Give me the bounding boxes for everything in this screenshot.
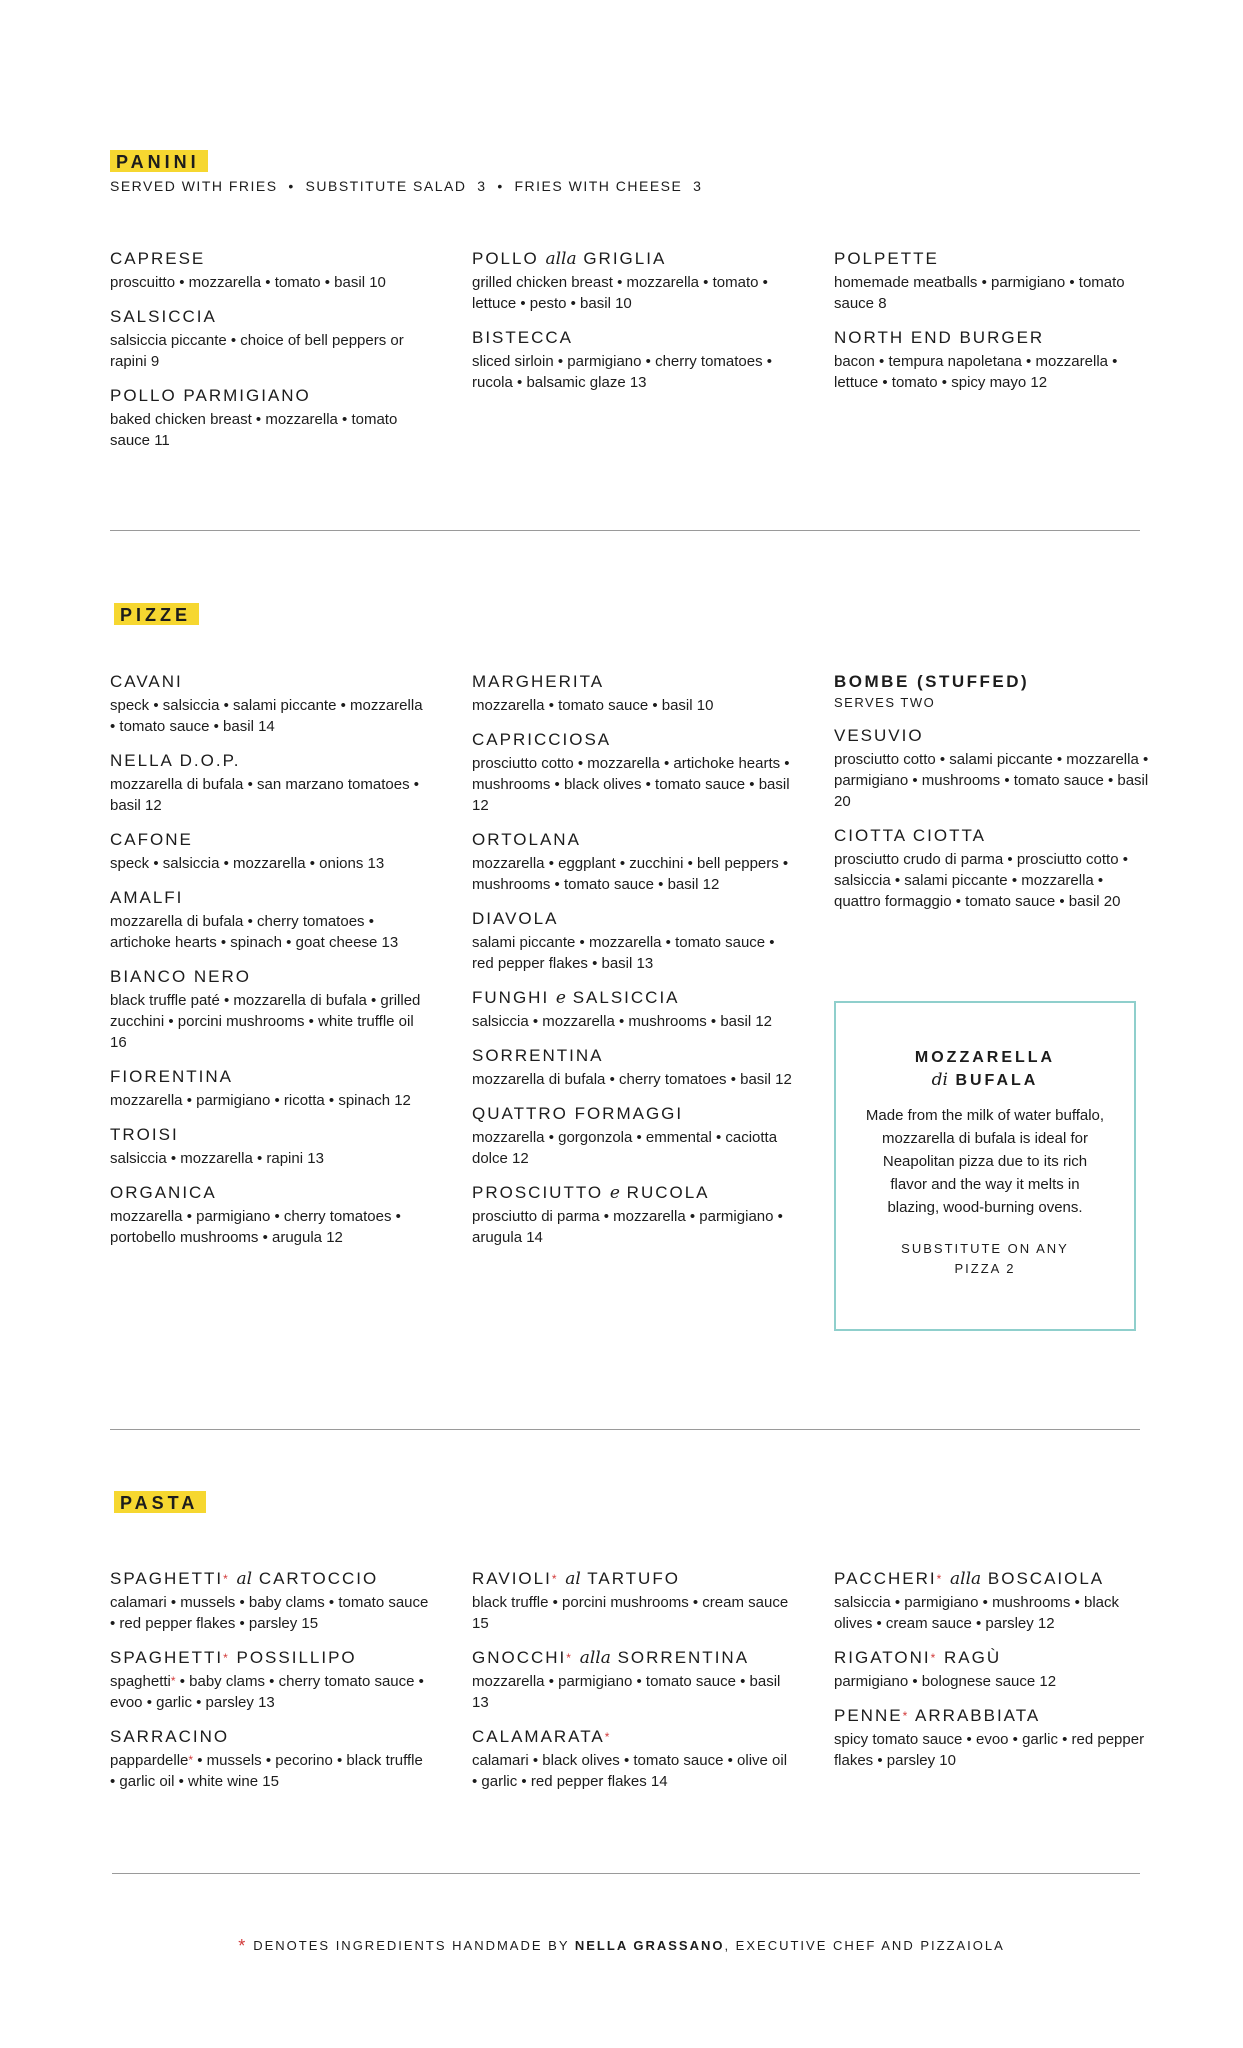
panini-col-2 (472, 247, 792, 405)
menu-item: CAFONE speck • salsiccia • mozzarella • onions 13 (110, 830, 385, 872)
menu-item: BIANCO NERO black truffle paté • mozzarella di bufala • grilled zucchini • porcini mushrooms • white truffle oil 16 (110, 967, 421, 1051)
menu-item: DIAVOLA salami piccante • mozzarella • tomato sauce • red pepper flakes • basil 13 (472, 909, 775, 972)
panini-col-3 (834, 247, 1154, 405)
menu-item: ORTOLANA mozzarella • eggplant • zucchini • bell peppers • mushrooms • tomato sauce • basil 12 (472, 830, 789, 893)
section-divider (110, 530, 1140, 531)
menu-item: POLLO alla GRIGLIA grilled chicken breast • mozzarella • tomato • lettuce • pesto • basil 10 (472, 249, 768, 312)
menu-item: CALAMARATA* calamari • black olives • tomato sauce • olive oil • garlic • red pepper flakes 14 (472, 1727, 788, 1790)
footer-note: * DENOTES INGREDIENTS HANDMADE BY NELLA GRASSANO, EXECUTIVE CHEF AND PIZZAIOLA (238, 1936, 1005, 1956)
pizze-col-1 (110, 670, 430, 1260)
menu-item: PACCHERI* alla BOSCAIOLA salsiccia • parmigiano • mushrooms • black olives • cream sauce • parsley 12 (834, 1569, 1120, 1632)
asterisk-icon: * (551, 1572, 559, 1586)
menu-item: RAVIOLI* al TARTUFO black truffle • porcini mushrooms • cream sauce 15 (472, 1569, 789, 1632)
menu-item: MARGHERITA mozzarella • tomato sauce • basil 10 (472, 672, 714, 714)
menu-item: PROSCIUTTO e RUCOLA prosciutto di parma • mozzarella • parmigiano • arugula 14 (472, 1183, 783, 1246)
asterisk-icon: * (223, 1572, 230, 1586)
section-divider (112, 1873, 1140, 1874)
panini-col-1 (110, 247, 430, 463)
pasta-heading: PASTA (114, 1491, 206, 1514)
menu-item: RIGATONI* RAGÙ parmigiano • bolognese sauce 12 (834, 1648, 1057, 1690)
asterisk-icon: * (936, 1572, 944, 1586)
box-substitute: SUBSTITUTE ON ANY PIZZA 2 (901, 1241, 1069, 1276)
panini-subline: SERVED WITH FRIES • SUBSTITUTE SALAD 3 • FRIES WITH CHEESE 3 (110, 178, 703, 194)
asterisk-icon: * (223, 1651, 230, 1665)
pizze-col-2 (472, 670, 792, 1260)
menu-item: BISTECCA sliced sirloin • parmigiano • cherry tomatoes • rucola • balsamic glaze 13 (472, 328, 773, 391)
menu-item: SPAGHETTI* al CARTOCCIO calamari • mussels • baby clams • tomato sauce • red pepper flakes • parsley 15 (110, 1569, 429, 1632)
mozzarella-bufala-box (834, 1001, 1136, 1331)
menu-item: PENNE* ARRABBIATA spicy tomato sauce • evoo • garlic • red pepper flakes • parsley 10 (834, 1706, 1145, 1769)
asterisk-icon: * (566, 1651, 573, 1665)
menu-item: ORGANICA mozzarella • parmigiano • cherry tomatoes • portobello mushrooms • arugula 12 (110, 1183, 401, 1246)
menu-item: SPAGHETTI* POSSILLIPO spaghetti* • baby clams • cherry tomato sauce • evoo • garlic • parsley 13 (110, 1648, 424, 1711)
menu-item: TROISI salsiccia • mozzarella • rapini 13 (110, 1125, 324, 1167)
asterisk-icon: * (170, 1674, 176, 1688)
asterisk-icon: * (188, 1753, 194, 1767)
menu-item: CIOTTA CIOTTA prosciutto crudo di parma • prosciutto cotto • salsiccia • salami piccante • mozzarella • quattro formaggio • tomato sauce • basil 20 (834, 826, 1128, 910)
box-description: Made from the milk of water buffalo, mozzarella di bufala is ideal for Neapolitan pizza due to its rich flavor and the way it melts in blazing, wood-burning ovens. (865, 1107, 1105, 1216)
menu-item: CAPRESE proscuitto • mozzarella • tomato • basil 10 (110, 249, 386, 291)
asterisk-icon: * (604, 1730, 612, 1744)
asterisk-icon: * (930, 1651, 938, 1665)
menu-item: POLPETTE homemade meatballs • parmigiano • tomato sauce 8 (834, 249, 1125, 312)
section-divider (110, 1429, 1140, 1430)
menu-item: AMALFI mozzarella di bufala • cherry tomatoes • artichoke hearts • spinach • goat cheese 13 (110, 888, 399, 951)
pasta-col-1 (110, 1567, 430, 1804)
bombe-header: BOMBE (STUFFED) SERVES TWO (834, 672, 1030, 710)
menu-item: QUATTRO FORMAGGI mozzarella • gorgonzola • emmental • caciotta dolce 12 (472, 1104, 778, 1167)
menu-item: FIORENTINA mozzarella • parmigiano • ricotta • spinach 12 (110, 1067, 411, 1109)
pasta-col-2 (472, 1567, 792, 1804)
menu-item: GNOCCHI* alla SORRENTINA mozzarella • parmigiano • tomato sauce • basil 13 (472, 1648, 781, 1711)
menu-item: SALSICCIA salsiccia piccante • choice of bell peppers or rapini 9 (110, 307, 404, 370)
menu-item: CAVANI speck • salsiccia • salami piccante • mozzarella • tomato sauce • basil 14 (110, 672, 423, 735)
pizze-col-3 (834, 670, 1154, 924)
menu-item: POLLO PARMIGIANO baked chicken breast • mozzarella • tomato sauce 11 (110, 386, 398, 449)
menu-item: CAPRICCIOSA prosciutto cotto • mozzarella • artichoke hearts • mushrooms • black olives • tomato sauce • basil 12 (472, 730, 790, 814)
menu-item: SORRENTINA mozzarella di bufala • cherry tomatoes • basil 12 (472, 1046, 792, 1088)
asterisk-icon: * (902, 1709, 910, 1723)
menu-item: NORTH END BURGER bacon • tempura napoletana • mozzarella • lettuce • tomato • spicy mayo 12 (834, 328, 1118, 391)
menu-item: NELLA D.O.P. mozzarella di bufala • san marzano tomatoes • basil 12 (110, 751, 419, 814)
pizze-heading: PIZZE (114, 603, 199, 626)
box-title: MOZZARELLA di BUFALA (914, 1049, 1056, 1090)
menu-item: FUNGHI e SALSICCIA salsiccia • mozzarella • mushrooms • basil 12 (472, 988, 773, 1030)
menu-item: VESUVIO prosciutto cotto • salami piccante • mozzarella • parmigiano • mushrooms • tomato sauce • basil 20 (834, 726, 1149, 810)
menu-item: SARRACINO pappardelle* • mussels • pecorino • black truffle • garlic oil • white wine 15 (110, 1727, 423, 1790)
panini-heading: PANINI (110, 150, 208, 173)
pasta-col-3 (834, 1567, 1154, 1783)
asterisk-icon: * (238, 1936, 248, 1956)
